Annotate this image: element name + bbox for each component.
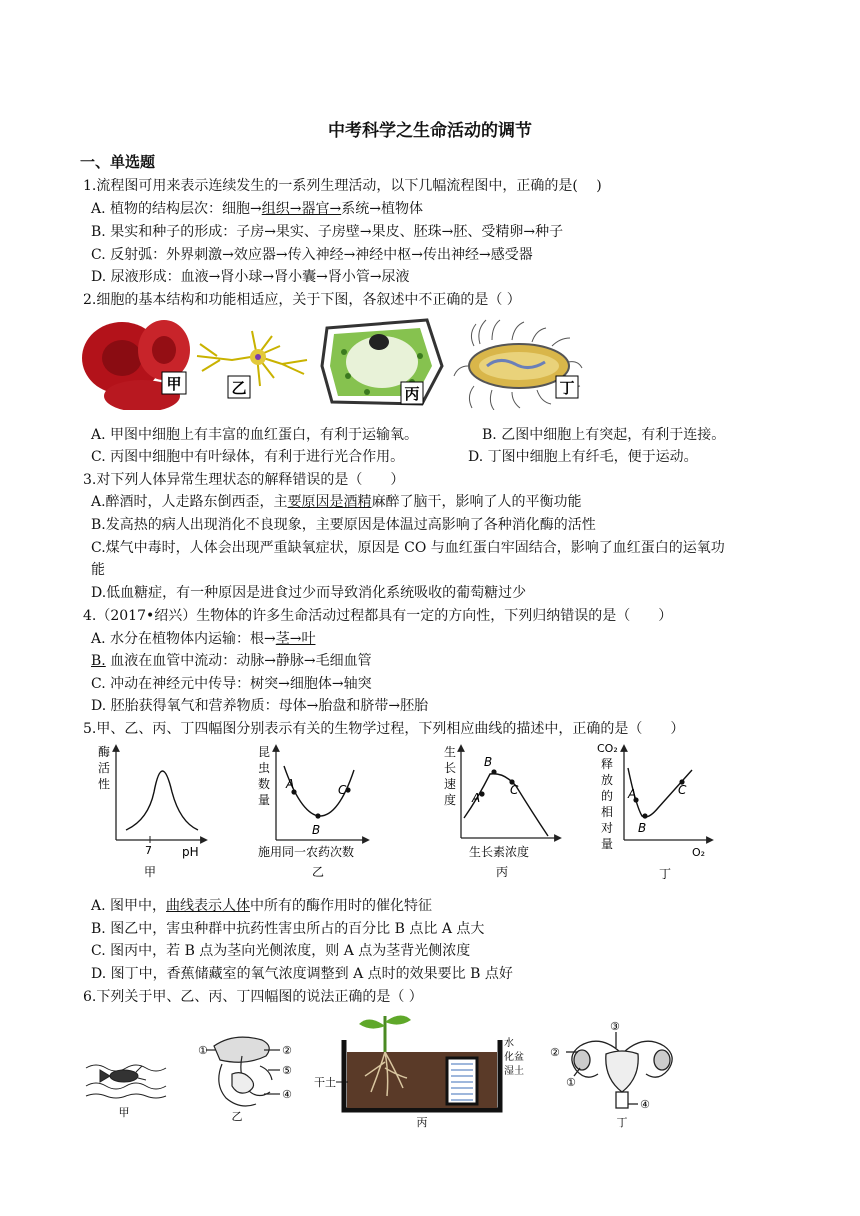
graph-ding xyxy=(597,742,710,881)
graph-jia-xlabel: pH xyxy=(182,845,199,859)
section-heading: 一、单选题 xyxy=(80,153,156,171)
svg-text:的: 的 xyxy=(601,789,614,803)
graph-bing-point-b xyxy=(491,769,496,774)
q6-right-label-2: 化盆 xyxy=(504,1052,524,1063)
graph-yi-point-b xyxy=(315,813,320,818)
q6-num-1: ① xyxy=(198,1044,208,1057)
svg-text:量: 量 xyxy=(601,837,614,851)
q3-option-c[interactable]: C.煤气中毒时，人体会出现严重缺氧症状，原因是 CO 与血红蛋白牢固结合，影响了血红蛋白的运氧功 xyxy=(91,540,725,556)
q6-stem: 6.下列关于甲、乙、丙、丁四幅图的说法正确的是（ ） xyxy=(83,989,423,1005)
graph-yi-name: 乙 xyxy=(312,865,325,879)
graph-ding-xlabel: O₂ xyxy=(692,846,706,859)
q6-num-3: ③ xyxy=(610,1020,620,1033)
svg-text:C: C xyxy=(338,783,347,797)
q1-option-a[interactable]: A. 植物的结构层次：细胞→组织→器官→系统→植物体 xyxy=(91,201,423,217)
graph-ding-name: 丁 xyxy=(659,867,672,881)
q6-ding-num-4: ④ xyxy=(640,1098,650,1111)
graph-jia-name: 甲 xyxy=(144,865,157,879)
fish-image xyxy=(86,1065,166,1098)
q6-right-label-1: 水 xyxy=(504,1038,514,1049)
svg-text:长: 长 xyxy=(444,761,457,775)
svg-text:C: C xyxy=(510,783,519,797)
q4-stem: 4.（2017•绍兴）生物体的许多生命活动过程都具有一定的方向性，下列归纳错误的是（ ） xyxy=(83,608,673,624)
graph-yi-xlabel: 施用同一农药次数 xyxy=(258,845,355,859)
svg-text:A: A xyxy=(628,787,637,801)
svg-text:生: 生 xyxy=(444,745,457,759)
svg-text:度: 度 xyxy=(444,793,457,807)
q6-right-label-3: 湿土 xyxy=(504,1066,524,1077)
graph-bing xyxy=(444,744,558,879)
graph-bing-xlabel: 生长素浓度 xyxy=(469,845,530,859)
digestive-organs-image xyxy=(206,1037,280,1106)
fig-label-ding: 丁 xyxy=(559,379,575,397)
q4-option-d[interactable]: D. 胚胎获得氧气和营养物质：母体→胎盘和脐带→胚胎 xyxy=(91,698,429,714)
q2-option-c[interactable]: C. 丙图中细胞中有叶绿体，有利于进行光合作用。 xyxy=(91,449,405,465)
q6-label-yi: 乙 xyxy=(231,1110,243,1123)
svg-text:性: 性 xyxy=(98,777,111,791)
page-title: 中考科学之生命活动的调节 xyxy=(328,121,532,141)
plant-experiment-image xyxy=(344,1015,500,1110)
q3-stem: 3.对下列人体异常生理状态的解释错误的是（ ） xyxy=(83,472,405,488)
q3-option-b[interactable]: B.发高热的病人出现消化不良现象，主要原因是体温过高影响了各种消化酶的活性 xyxy=(91,517,596,533)
q2-option-a[interactable]: A. 甲图中细胞上有丰富的血红蛋白，有利于运输氧。 xyxy=(91,427,419,443)
q3-option-a[interactable]: A.醉酒时，人走路东倒西歪，主要原因是酒精麻醉了脑干，影响了人的平衡功能 xyxy=(91,494,582,510)
plant-cell-image xyxy=(322,320,442,404)
svg-text:释: 释 xyxy=(601,757,614,771)
q3-option-d[interactable]: D.低血糖症，有一种原因是进食过少而导致消化系统吸收的葡萄糖过少 xyxy=(91,585,527,601)
q6-label-bing: 丙 xyxy=(416,1116,428,1129)
svg-text:CO₂: CO₂ xyxy=(597,742,618,755)
q4-option-a[interactable]: A. 水分在植物体内运输：根→茎→叶 xyxy=(91,631,316,647)
q6-num-4: ④ xyxy=(282,1088,292,1101)
svg-text:虫: 虫 xyxy=(258,761,271,775)
q6-dry-soil-label: 干土 xyxy=(314,1076,336,1089)
q2-cell-figure xyxy=(82,316,592,410)
fig-label-yi: 乙 xyxy=(231,379,247,397)
svg-text:A: A xyxy=(286,777,295,791)
svg-text:B: B xyxy=(484,755,493,769)
red-blood-cell-image xyxy=(82,316,190,410)
q5-option-a[interactable]: A. 图甲中，曲线表示人体中所有的酶作用时的催化特征 xyxy=(91,898,433,914)
q6-num-2: ② xyxy=(282,1044,292,1057)
q6-num-5: ⑤ xyxy=(282,1064,292,1077)
q1-option-b[interactable]: B. 果实和种子的形成：子房→果实、子房壁→果皮、胚珠→胚、受精卵→种子 xyxy=(91,224,564,240)
svg-text:B: B xyxy=(638,821,647,835)
q5-graphs xyxy=(86,742,726,884)
svg-text:量: 量 xyxy=(258,793,271,807)
q6-ding-num-1: ① xyxy=(566,1076,576,1089)
graph-jia xyxy=(98,744,204,879)
q1-stem: 1.流程图可用来表示连续发生的一系列生理活动，以下几幅流程图中，正确的是( ) xyxy=(83,178,602,194)
q2-option-b[interactable]: B. 乙图中细胞上有突起，有利于连接。 xyxy=(482,427,726,443)
q3-option-c-cont: 能 xyxy=(91,562,105,578)
reproductive-system-image xyxy=(566,1032,672,1108)
fig-label-bing: 丙 xyxy=(404,385,420,403)
svg-text:酶: 酶 xyxy=(98,745,111,759)
fig-label-jia: 甲 xyxy=(166,375,182,393)
svg-text:速: 速 xyxy=(444,777,457,791)
graph-jia-tick: 7 xyxy=(145,844,152,857)
svg-text:相: 相 xyxy=(601,805,614,819)
q1-option-d[interactable]: D. 尿液形成：血液→肾小球→肾小囊→肾小管→尿液 xyxy=(91,269,410,285)
q5-option-d[interactable]: D. 图丁中，香蕉储藏室的氧气浓度调整到 A 点时的效果要比 B 点好 xyxy=(91,966,513,982)
graph-ding-point-b xyxy=(642,813,647,818)
q2-option-d[interactable]: D. 丁图中细胞上有纤毛，便于运动。 xyxy=(468,449,698,465)
svg-text:活: 活 xyxy=(98,761,111,775)
graph-yi xyxy=(258,745,366,879)
graph-jia-curve xyxy=(126,771,198,830)
svg-text:对: 对 xyxy=(601,821,614,835)
svg-text:A: A xyxy=(472,791,481,805)
q2-stem: 2.细胞的基本结构和功能相适应，关于下图，各叙述中不正确的是（ ） xyxy=(83,292,521,308)
svg-text:放: 放 xyxy=(601,773,614,787)
q5-option-b[interactable]: B. 图乙中，害虫种群中抗药性害虫所占的百分比 B 点比 A 点大 xyxy=(91,921,485,937)
q4-option-b[interactable]: B. 血液在血管中流动：动脉→静脉→毛细血管 xyxy=(91,653,372,669)
q6-ding-num-2: ② xyxy=(550,1046,560,1059)
q5-option-c[interactable]: C. 图丙中，若 B 点为茎向光侧浓度，则 A 点为茎背光侧浓度 xyxy=(91,943,471,959)
q6-label-jia: 甲 xyxy=(118,1106,130,1119)
graph-bing-name: 丙 xyxy=(496,865,509,879)
svg-text:昆: 昆 xyxy=(258,745,271,759)
q6-figure xyxy=(82,1012,682,1130)
q4-option-c[interactable]: C. 冲动在神经元中传导：树突→细胞体→轴突 xyxy=(91,676,372,692)
q6-label-ding: 丁 xyxy=(616,1116,628,1129)
q1-option-c[interactable]: C. 反射弧：外界刺激→效应器→传入神经→神经中枢→传出神经→感受器 xyxy=(91,247,533,263)
svg-text:B: B xyxy=(312,823,321,837)
q5-stem: 5.甲、乙、丙、丁四幅图分别表示有关的生物学过程，下列相应曲线的描述中，正确的是（ ） xyxy=(83,721,685,737)
svg-text:C: C xyxy=(678,783,687,797)
svg-text:数: 数 xyxy=(258,777,271,791)
